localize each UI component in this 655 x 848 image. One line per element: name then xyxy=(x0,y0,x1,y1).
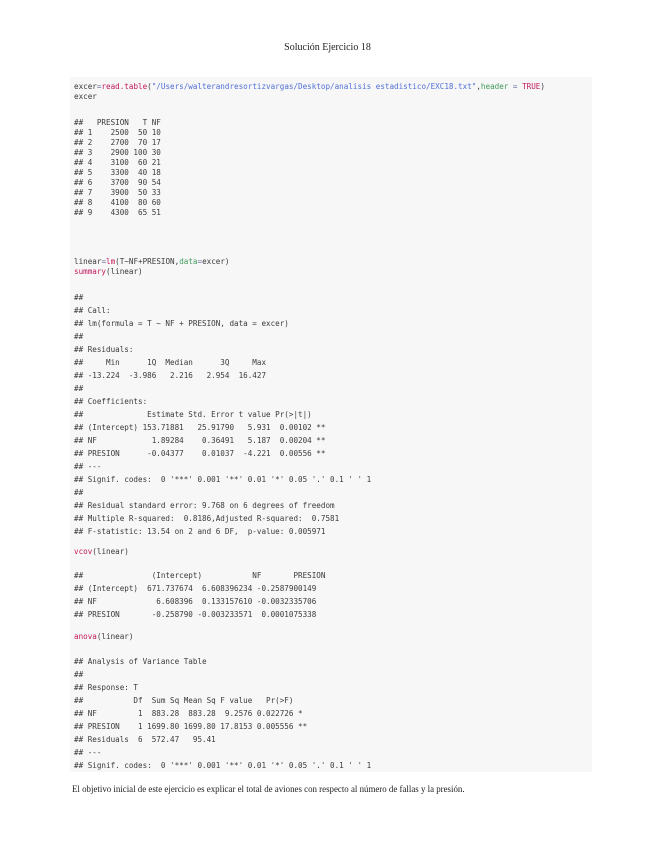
true-literal: TRUE xyxy=(522,82,541,91)
summary-arg: (linear) xyxy=(106,267,143,276)
code-block xyxy=(70,77,592,772)
summary-command xyxy=(74,267,143,277)
lm-command xyxy=(74,257,230,267)
file-path-string: "/Users/walterandresortizvargas/Desktop/analisis estadistico/EXC18.txt" xyxy=(151,82,477,91)
summary-output-line: ## Residuals: xyxy=(74,345,134,354)
data-table-line: ## 6 3700 90 54 xyxy=(74,178,161,187)
anova-output-line: ## NF 1 883.28 883.28 9.2576 0.022726 * xyxy=(74,709,303,718)
variable-excer: excer xyxy=(74,82,97,91)
print-excer-command: excer xyxy=(74,92,97,101)
argument-header: header xyxy=(480,82,509,91)
summary-output-line: ## Min 1Q Median 3Q Max xyxy=(74,358,267,367)
variable-linear: linear xyxy=(74,257,102,266)
summary-output-line: ## Estimate Std. Error t value Pr(>|t|) xyxy=(74,410,312,419)
close-paren: ) xyxy=(540,82,545,91)
anova-output-line: ## Analysis of Variance Table xyxy=(74,657,207,666)
anova-output-line: ## Response: T xyxy=(74,683,139,692)
data-table-line: ## 1 2500 50 10 xyxy=(74,128,161,137)
data-table-line: ## PRESION T NF xyxy=(74,118,161,127)
summary-output-line: ## xyxy=(74,488,84,497)
read-table-command xyxy=(74,82,545,92)
vcov-output-line: ## (Intercept) 671.737674 6.608396234 -0.2587900149 xyxy=(74,584,317,593)
summary-output-line: ## xyxy=(74,293,84,302)
open-paren: ( xyxy=(147,82,152,91)
data-table-line: ## 5 3300 40 18 xyxy=(74,168,161,177)
anova-command xyxy=(74,632,133,642)
summary-output-line: ## --- xyxy=(74,462,102,471)
summary-output-line: ## NF 1.89284 0.36491 5.187 0.00204 ** xyxy=(74,436,326,445)
summary-output-line: ## xyxy=(74,384,84,393)
data-table-line: ## 8 4100 80 60 xyxy=(74,198,161,207)
anova-output-line: ## --- xyxy=(74,748,102,757)
assign-operator: = xyxy=(101,257,107,266)
anova-output-line: ## Signif. codes: 0 '***' 0.001 '**' 0.01 '*' 0.05 '.' 0.1 ' ' 1 xyxy=(74,761,372,770)
assign-operator: = xyxy=(96,82,102,91)
function-vcov: vcov xyxy=(74,547,93,556)
equals-operator: = xyxy=(197,257,203,266)
anova-output-line: ## Residuals 6 572.47 95.41 xyxy=(74,735,216,744)
function-anova: anova xyxy=(74,632,97,641)
function-summary: summary xyxy=(74,267,107,276)
vcov-output-line: ## (Intercept) NF PRESION xyxy=(74,571,326,580)
data-table-line: ## 7 3900 50 33 xyxy=(74,188,161,197)
vcov-output-line: ## NF 6.608396 0.133157610 -0.0032335706 xyxy=(74,597,317,606)
data-table-line: ## 4 3100 60 21 xyxy=(74,158,161,167)
vcov-output-line: ## PRESION -0.258790 -0.003233571 0.0001075338 xyxy=(74,610,317,619)
summary-output-line: ## Coefficients: xyxy=(74,397,148,406)
argument-data: data xyxy=(179,257,198,266)
summary-output-line: ## PRESION -0.04377 0.01037 -4.221 0.00556 ** xyxy=(74,449,326,458)
anova-output-line: ## xyxy=(74,670,84,679)
vcov-arg: (linear) xyxy=(92,547,129,556)
summary-output-line: ## lm(formula = T ~ NF + PRESION, data = excer) xyxy=(74,319,289,328)
summary-output-line: ## Residual standard error: 9.768 on 6 degrees of freedom xyxy=(74,501,335,510)
summary-output-line: ## Multiple R-squared: 0.8186,Adjusted R-squared: 0.7581 xyxy=(74,514,340,523)
anova-output-line: ## Df Sum Sq Mean Sq F value Pr(>F) xyxy=(74,696,294,705)
document-title: Solución Ejercicio 18 xyxy=(284,42,371,53)
formula-text: (T~NF+PRESION, xyxy=(115,257,180,266)
summary-output-line: ## xyxy=(74,332,84,341)
summary-output-line: ## Signif. codes: 0 '***' 0.001 '**' 0.01 '*' 0.05 '.' 0.1 ' ' 1 xyxy=(74,475,372,484)
summary-output-line: ## (Intercept) 153.71881 25.91790 5.931 0.00102 ** xyxy=(74,423,326,432)
data-table-line: ## 9 4300 65 51 xyxy=(74,208,161,217)
summary-output-line: ## F-statistic: 13.54 on 2 and 6 DF, p-value: 0.005971 xyxy=(74,527,326,536)
data-table-line: ## 2 2700 70 17 xyxy=(74,138,161,147)
summary-output-line: ## -13.224 -3.986 2.216 2.954 16.427 xyxy=(74,371,267,380)
data-value: excer) xyxy=(202,257,230,266)
vcov-command xyxy=(74,547,129,557)
data-table-line: ## 3 2900 100 30 xyxy=(74,148,161,157)
function-read-table: read.table xyxy=(101,82,148,91)
function-lm: lm xyxy=(106,257,116,266)
anova-output-line: ## PRESION 1 1699.80 1699.80 17.8153 0.005556 ** xyxy=(74,722,308,731)
anova-arg: (linear) xyxy=(96,632,134,641)
summary-output-line: ## Call: xyxy=(74,306,111,315)
equals-operator: = xyxy=(508,82,523,91)
conclusion-paragraph: El objetivo inicial de este ejercicio es explicar el total de aviones con respecto al número de fallas y la presión. xyxy=(72,784,465,794)
comma: , xyxy=(476,82,481,91)
